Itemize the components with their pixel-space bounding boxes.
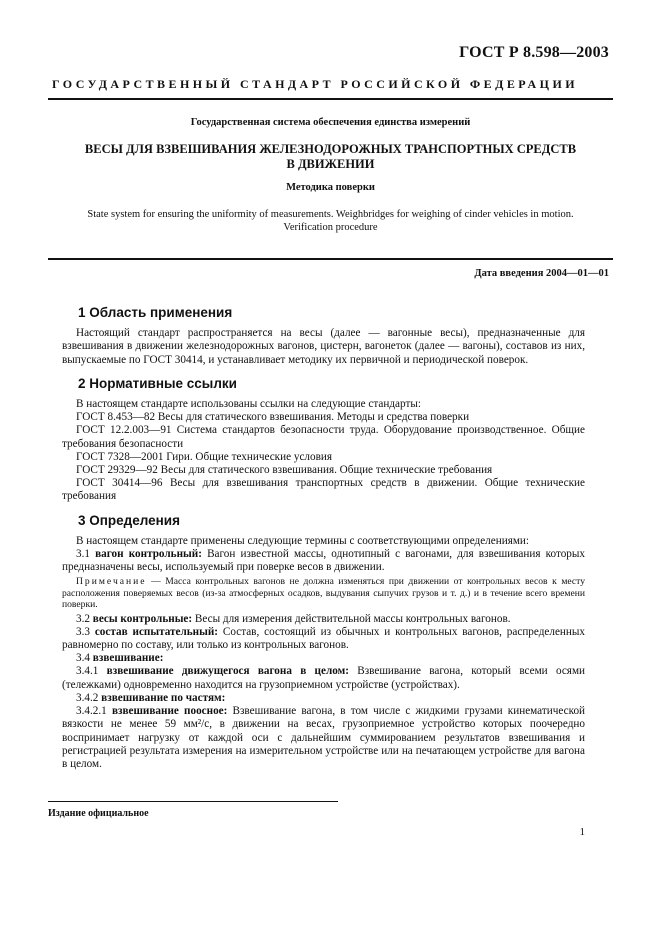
reference-item: ГОСТ 30414—96 Весы для взвешивания транспортных средств в движении. Общие технические требования [62,477,585,503]
document-body [62,306,585,781]
definition-3-4-2 [62,692,585,705]
definition-text: Вагон известной массы, однотипный с вагонами, для взвешивания которых предназначены весы, используемый при поверке весов в движении. [62,548,585,574]
term: взвешивание по частям: [101,691,226,704]
english-title-line-1: State system for ensuring the uniformity of measurements. Weighbridges for weighing of cinder vehicles in motion. [87,209,574,220]
reference-item: ГОСТ 7328—2001 Гири. Общие технические условия [76,450,333,463]
clause-number: 3.4.1 [76,665,99,678]
clause-number: 3.3 [76,625,90,638]
page-number: 1 [579,826,585,838]
note-label: Примечание [76,576,147,588]
footer-divider [48,801,338,802]
definition-text: Весы для измерения действительной массы контрольных вагонов. [194,612,511,625]
standard-type-title: ГОСУДАРСТВЕННЫЙ СТАНДАРТ РОССИЙСКОЙ ФЕДЕРАЦИИ [52,77,579,91]
english-title [48,208,613,234]
main-title-line-1: ВЕСЫ ДЛЯ ВЗВЕШИВАНИЯ ЖЕЛЕЗНОДОРОЖНЫХ ТРАНСПОРТНЫХ СРЕДСТВ [84,142,577,156]
section-heading: 1 Область применения [78,305,233,320]
reference-item: ГОСТ 8.453—82 Весы для статического взвешивания. Методы и средства поверки [76,411,470,424]
top-divider [48,98,613,100]
note-text: — Масса контрольных вагонов не должна изменяться при движении от контрольных весов к месту расположения поверяемых весов (из-за атмосферных осадков, выдувания сыпучих грузов и т. д.) и в течение всего времени поверки. [62,576,586,611]
note [62,576,585,610]
clause-number: 3.4.2 [76,691,99,704]
english-title-line-2: Verification procedure [283,222,378,233]
paragraph: В настоящем стандарте применены следующие термины с соответствующими определениями: [76,534,530,547]
introduction-date: Дата введения 2004—01—01 [474,268,609,279]
section-scope [62,306,585,367]
paragraph: Настоящий стандарт распространяется на весы (далее — вагонные весы), предназначенные для взвешивания в движении железнодорожных вагонов, цистерн, вагонеток (далее — вагоны), составов из них, выпускаемые по ГОСТ 30414, и устанавливает методику их первичной и периодической поверок. [62,327,585,366]
reference-item: ГОСТ 29329—92 Весы для статического взвешивания. Общие технические требования [76,464,493,477]
main-title [48,142,613,172]
clause-number: 3.2 [76,612,90,625]
term: взвешивание поосное: [111,705,228,718]
term: взвешивание: [92,652,164,665]
main-title-line-2: В ДВИЖЕНИИ [286,157,375,171]
paragraph: В настоящем стандарте использованы ссылки на следующие стандарты: [76,398,421,411]
reference-item: ГОСТ 12.2.003—91 Система стандартов безопасности труда. Оборудование производственное. Общие требования безопасности [62,424,585,450]
definition-3-3 [62,626,585,652]
definition-3-2 [62,613,585,626]
section-heading: 3 Определения [78,512,180,528]
definition-3-4-1 [62,665,585,691]
definition-3-1 [62,548,585,574]
clause-number: 3.4.2.1 [76,705,107,718]
clause-number: 3.4 [76,652,90,665]
term: вагон контрольный: [95,548,202,561]
standard-code: ГОСТ Р 8.598—2003 [459,44,609,61]
term: весы контрольные: [92,612,193,625]
term: состав испытательный: [94,625,219,638]
definition-3-4 [62,652,585,665]
edition-label: Издание официальное [48,808,149,819]
section-heading: 2 Нормативные ссылки [78,375,237,391]
term: взвешивание движущегося вагона в целом: [106,665,349,678]
title-divider [48,258,613,260]
system-title: Государственная система обеспечения единства измерений [190,117,471,128]
section-references [62,377,585,504]
definition-text: Состав, состоящий из обычных и контрольных вагонов, распределенных равномерно по составу, или только из контрольных вагонов. [62,625,586,652]
method-subtitle: Методика поверки [286,182,375,193]
definition-text: Взвешивание вагона, который всеми осями (тележками) одновременно находится на грузоприемном устройстве (устройствах). [62,665,586,691]
clause-number: 3.1 [76,548,90,561]
section-definitions [62,514,585,771]
definition-text: Взвешивание вагона, в том числе с жидкими грузами кинематической вязкости не менее 59 мм²/с, в движении на весах, грузоприемное устройство которых поочередно воспринимает нагрузку от каждой оси с дальнейшим суммированием результатов взвешивания и регистрацией результата измерения на измерительном устройстве или на печатающем устройстве для вагона в целом. [62,705,586,770]
definition-3-4-2-1 [62,705,585,771]
